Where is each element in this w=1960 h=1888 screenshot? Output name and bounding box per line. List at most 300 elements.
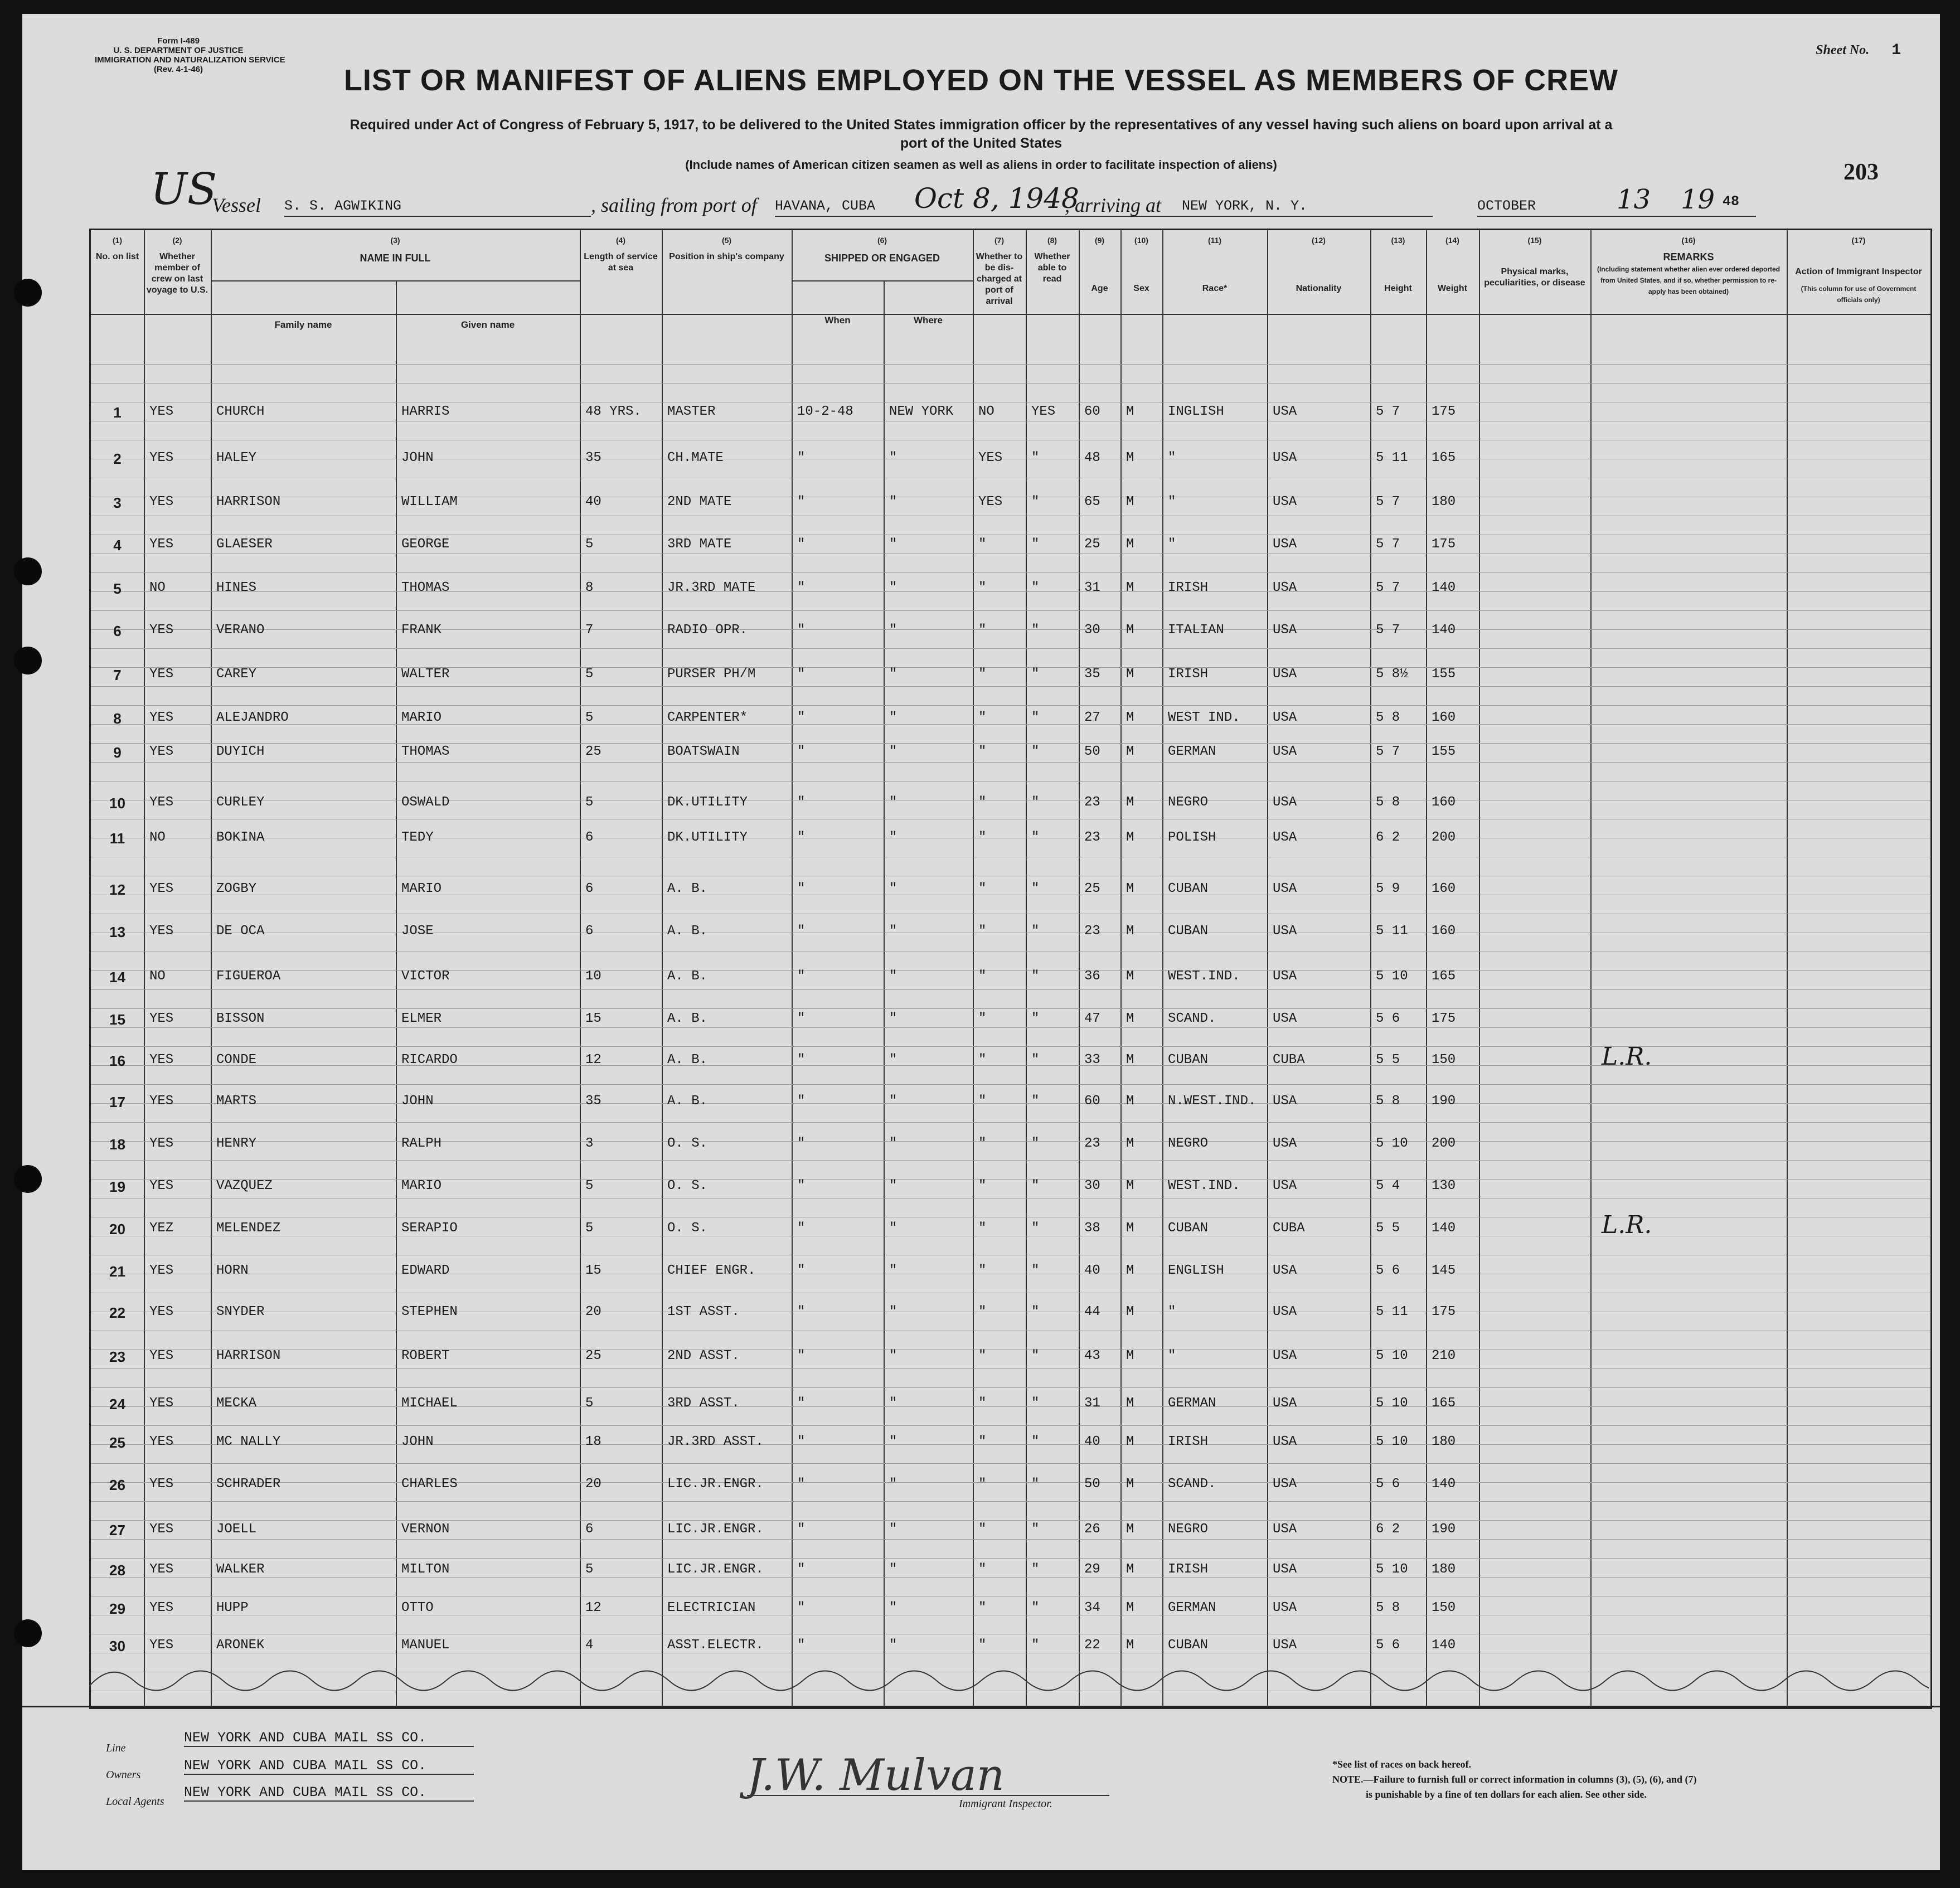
column-header-c12: Nationality: [1296, 284, 1342, 293]
cell-age: 40: [1084, 1434, 1100, 1450]
cell-discharged: ": [978, 1348, 987, 1363]
cell-nat: USA: [1273, 1477, 1297, 1492]
cell-when: ": [797, 1522, 806, 1537]
cell-where: ": [889, 744, 897, 759]
cell-given: MARIO: [401, 881, 442, 896]
cell-when: ": [797, 1477, 806, 1492]
column-number-c9: (9): [1094, 236, 1105, 245]
cell-position: A. B.: [667, 881, 708, 896]
cell-where: ": [889, 1011, 897, 1026]
cell-height: 5 7: [1376, 623, 1400, 638]
cell-given: EDWARD: [401, 1263, 450, 1279]
cell-discharged: ": [978, 1395, 987, 1411]
ruled-line: [91, 1065, 1930, 1066]
cell-given: OSWALD: [401, 795, 450, 810]
cell-read: ": [1031, 1093, 1040, 1109]
cell-sex: M: [1126, 881, 1134, 896]
cell-when: ": [797, 1348, 806, 1363]
cell-given: OTTO: [401, 1600, 434, 1616]
cell-race: CUBAN: [1168, 1052, 1209, 1067]
cell-discharged: ": [978, 1093, 987, 1109]
cell-age: 30: [1084, 1178, 1100, 1194]
cell-family: BOKINA: [216, 830, 265, 846]
column-number-c16: (16): [1681, 236, 1696, 245]
cell-when: ": [797, 1052, 806, 1067]
cell-discharged: ": [978, 1638, 987, 1653]
cell-when: ": [797, 924, 806, 939]
cell-service: 20: [585, 1477, 601, 1492]
cell-no: 4: [113, 536, 122, 554]
column-number-c6: (6): [877, 236, 887, 245]
cell-given: STEPHEN: [401, 1304, 458, 1320]
column-header-c9: Age: [1091, 284, 1108, 293]
penalty-note-1: NOTE.—Failure to furnish full or correct information in columns (3), (5), (6), and (7): [1332, 1774, 1697, 1785]
ruled-line: [91, 1539, 1930, 1540]
cell-when: 10-2-48: [797, 404, 853, 420]
crew-table: [89, 229, 1932, 1709]
cell-sex: M: [1126, 536, 1134, 552]
cell-given: CHARLES: [401, 1477, 458, 1492]
cell-no: 12: [109, 881, 125, 898]
cell-position: CARPENTER*: [667, 710, 748, 726]
cell-nat: USA: [1273, 795, 1297, 810]
cell-service: 15: [585, 1263, 601, 1279]
column-divider: [662, 230, 663, 1707]
cell-no: 5: [113, 580, 122, 598]
sailing-label: , sailing from port of: [591, 194, 757, 216]
cell-height: 5 4: [1376, 1178, 1400, 1194]
owners-value: NEW YORK AND CUBA MAIL SS CO.: [184, 1758, 474, 1775]
cell-when: ": [797, 580, 806, 596]
arrival-day: 13: [1617, 184, 1651, 215]
cell-race: ITALIAN: [1168, 623, 1224, 638]
punch-hole: [14, 647, 42, 674]
cell-discharged: ": [978, 881, 987, 896]
cell-family: MELENDEZ: [216, 1221, 281, 1236]
cell-service: 6: [585, 881, 594, 896]
cell-last: YES: [149, 1135, 174, 1151]
punch-hole: [14, 1165, 42, 1193]
cell-where: ": [889, 830, 897, 846]
cell-service: 18: [585, 1434, 601, 1450]
cell-weight: 165: [1432, 1395, 1456, 1411]
remarks-instructions: (Including statement whether alien ever ordered deported from United States, and if so, whether permission to re-apply has been obtained): [1597, 265, 1781, 295]
cell-last: YES: [149, 1600, 174, 1616]
cell-nat: USA: [1273, 1093, 1297, 1109]
cell-where: ": [889, 1348, 897, 1363]
cell-service: 4: [585, 1638, 594, 1653]
cell-given: MANUEL: [401, 1638, 450, 1653]
cell-last: YES: [149, 1638, 174, 1653]
cell-race: IRISH: [1168, 666, 1209, 682]
cell-position: LIC.JR.ENGR.: [667, 1561, 764, 1577]
cell-when: ": [797, 536, 806, 552]
cell-race: ": [1168, 450, 1176, 466]
cell-race: CUBAN: [1168, 1221, 1209, 1236]
cell-sex: M: [1126, 744, 1134, 759]
manifest-sheet: [22, 14, 1940, 1870]
cell-given: THOMAS: [401, 580, 450, 596]
cell-given: MICHAEL: [401, 1395, 458, 1411]
column-divider: [973, 230, 974, 1707]
cell-race: N.WEST.IND.: [1168, 1093, 1256, 1109]
cell-age: 23: [1084, 795, 1100, 810]
cell-service: 10: [585, 968, 601, 984]
cell-family: CAREY: [216, 666, 257, 682]
sheet-number-label: Sheet No.: [1816, 43, 1870, 57]
cell-service: 20: [585, 1304, 601, 1320]
cell-race: GERMAN: [1168, 744, 1216, 759]
cell-where: ": [889, 450, 897, 466]
cell-service: 25: [585, 744, 601, 759]
cell-race: ": [1168, 1304, 1176, 1320]
cell-read: ": [1031, 1135, 1040, 1151]
cell-nat: USA: [1273, 924, 1297, 939]
cell-service: 7: [585, 623, 594, 638]
cell-where: ": [889, 1600, 897, 1616]
line-value: NEW YORK AND CUBA MAIL SS CO.: [184, 1730, 474, 1747]
cell-when: ": [797, 1093, 806, 1109]
ruled-line: [91, 686, 1930, 687]
cell-where: ": [889, 1561, 897, 1577]
cell-read: YES: [1031, 404, 1056, 420]
cell-where: ": [889, 881, 897, 896]
cell-given: SERAPIO: [401, 1221, 458, 1236]
cell-service: 40: [585, 494, 601, 509]
cell-where: ": [889, 1093, 897, 1109]
cell-sex: M: [1126, 1052, 1134, 1067]
cell-given: RICARDO: [401, 1052, 458, 1067]
arrival-month: OCTOBER: [1477, 198, 1756, 217]
cell-service: 35: [585, 1093, 601, 1109]
cell-nat: USA: [1273, 580, 1297, 596]
cell-height: 5 10: [1376, 1348, 1408, 1363]
ruled-line: [91, 1027, 1930, 1028]
cell-nat: CUBA: [1273, 1052, 1305, 1067]
cell-service: 5: [585, 1395, 594, 1411]
cell-height: 5 8½: [1376, 666, 1408, 682]
arrival-port: NEW YORK, N. Y.: [1182, 198, 1433, 217]
cell-age: 26: [1084, 1522, 1100, 1537]
cell-last: YES: [149, 494, 174, 509]
cell-given: ROBERT: [401, 1348, 450, 1363]
cell-weight: 200: [1432, 1135, 1456, 1151]
cell-no: 18: [109, 1135, 125, 1153]
cell-race: WEST.IND.: [1168, 1178, 1240, 1194]
cell-race: CUBAN: [1168, 1638, 1209, 1653]
cell-given: VERNON: [401, 1522, 450, 1537]
cell-no: 16: [109, 1052, 125, 1069]
cell-no: 17: [109, 1093, 125, 1110]
column-divider: [1162, 230, 1163, 1707]
cell-height: 5 6: [1376, 1477, 1400, 1492]
cell-race: ": [1168, 536, 1176, 552]
cell-discharged: ": [978, 830, 987, 846]
cell-discharged: ": [978, 1522, 987, 1537]
column-number-c12: (12): [1312, 236, 1326, 245]
cell-no: 15: [109, 1011, 125, 1028]
cell-where: ": [889, 1434, 897, 1450]
cell-sex: M: [1126, 1395, 1134, 1411]
cell-sex: M: [1126, 450, 1134, 466]
cell-position: JR.3RD ASST.: [667, 1434, 764, 1450]
cell-when: ": [797, 1178, 806, 1194]
column-divider: [1267, 230, 1268, 1707]
cell-read: ": [1031, 623, 1040, 638]
cell-where: ": [889, 1221, 897, 1236]
ruled-line: [91, 724, 1930, 725]
cell-position: A. B.: [667, 1011, 708, 1026]
cell-read: ": [1031, 666, 1040, 682]
cell-given: HARRIS: [401, 404, 450, 420]
cell-nat: USA: [1273, 1348, 1297, 1363]
cell-discharged: ": [978, 536, 987, 552]
cell-position: MASTER: [667, 404, 716, 420]
cell-when: ": [797, 1561, 806, 1577]
cell-no: 3: [113, 494, 122, 511]
cell-age: 35: [1084, 666, 1100, 682]
cell-position: 3RD ASST.: [667, 1395, 740, 1411]
cell-sex: M: [1126, 1522, 1134, 1537]
column-header-c7: Whether to be dis-charged at port of arrival: [976, 252, 1023, 306]
cell-race: IRISH: [1168, 580, 1209, 596]
cell-no: 2: [113, 450, 122, 468]
cell-age: 34: [1084, 1600, 1100, 1616]
cell-where: ": [889, 1477, 897, 1492]
cell-weight: 165: [1432, 450, 1456, 466]
column-divider: [884, 280, 885, 1707]
cell-sex: M: [1126, 1135, 1134, 1151]
cell-given: THOMAS: [401, 744, 450, 759]
cell-age: 29: [1084, 1561, 1100, 1577]
cell-position: 2ND ASST.: [667, 1348, 740, 1363]
form-revision: (Rev. 4-1-46): [153, 65, 203, 74]
cell-nat: USA: [1273, 881, 1297, 896]
cell-position: A. B.: [667, 924, 708, 939]
cell-age: 30: [1084, 623, 1100, 638]
agents-label: Local Agents: [106, 1795, 164, 1808]
cell-service: 6: [585, 1522, 594, 1537]
cell-given: JOSE: [401, 924, 434, 939]
cell-where: ": [889, 666, 897, 682]
cell-given: ELMER: [401, 1011, 442, 1026]
column-divider: [1426, 230, 1427, 1707]
cell-when: ": [797, 1600, 806, 1616]
ruled-line: [91, 383, 1930, 384]
column-number-c15: (15): [1527, 236, 1542, 245]
cell-last: YES: [149, 623, 174, 638]
cell-race: CUBAN: [1168, 924, 1209, 939]
cell-age: 25: [1084, 536, 1100, 552]
column-header-c8: Whether able to read: [1034, 252, 1070, 284]
cell-no: 29: [109, 1600, 125, 1618]
ruled-line: [91, 970, 1930, 971]
column-number-c7: (7): [994, 236, 1005, 245]
cell-weight: 175: [1432, 404, 1456, 420]
cell-family: SCHRADER: [216, 1477, 281, 1492]
cell-nat: USA: [1273, 450, 1297, 466]
cell-when: ": [797, 1011, 806, 1026]
cell-sex: M: [1126, 1178, 1134, 1194]
cell-discharged: ": [978, 1600, 987, 1616]
cell-sex: M: [1126, 1477, 1134, 1492]
subtitle-include: (Include names of American citizen seamen as well as aliens in order to facilitate inspection of aliens): [685, 158, 1277, 172]
cell-family: FIGUEROA: [216, 968, 281, 984]
cell-last: YES: [149, 881, 174, 896]
cell-where: ": [889, 710, 897, 726]
cell-sex: M: [1126, 968, 1134, 984]
cell-discharged: ": [978, 1135, 987, 1151]
column-number-c4: (4): [615, 236, 626, 245]
cell-where: ": [889, 580, 897, 596]
column-header-c17: Action of Immigrant Inspector: [1795, 267, 1922, 276]
page-title: LIST OR MANIFEST OF ALIENS EMPLOYED ON THE VESSEL AS MEMBERS OF CREW: [343, 64, 1619, 97]
cell-last: YES: [149, 924, 174, 939]
cell-age: 33: [1084, 1052, 1100, 1067]
cell-age: 31: [1084, 1395, 1100, 1411]
ruled-line: [91, 1122, 1930, 1123]
cell-read: ": [1031, 710, 1040, 726]
ruled-line: [91, 1482, 1930, 1483]
cell-read: ": [1031, 1178, 1040, 1194]
cell-sex: M: [1126, 1263, 1134, 1279]
cell-given: JOHN: [401, 450, 434, 466]
cell-when: ": [797, 795, 806, 810]
cell-weight: 145: [1432, 1263, 1456, 1279]
cell-remark: L.R.: [1602, 1211, 1652, 1240]
cell-read: ": [1031, 1011, 1040, 1026]
cell-service: 48 YRS.: [585, 404, 642, 420]
ruled-line: [91, 1463, 1930, 1464]
cell-weight: 160: [1432, 795, 1456, 810]
cell-discharged: ": [978, 1477, 987, 1492]
cell-service: 15: [585, 1011, 601, 1026]
cell-last: YES: [149, 404, 174, 420]
cell-given: RALPH: [401, 1135, 442, 1151]
cell-nat: USA: [1273, 710, 1297, 726]
cell-where: ": [889, 1178, 897, 1194]
cell-height: 5 8: [1376, 795, 1400, 810]
cell-family: HALEY: [216, 450, 257, 466]
ruled-line: [91, 1368, 1930, 1369]
cell-sex: M: [1126, 404, 1134, 420]
column-number-c3: (3): [390, 236, 400, 245]
cell-nat: USA: [1273, 1135, 1297, 1151]
cell-no: 26: [109, 1477, 125, 1494]
cell-height: 6 2: [1376, 830, 1400, 846]
column-number-c5: (5): [721, 236, 732, 245]
cell-last: NO: [149, 830, 166, 846]
cell-weight: 210: [1432, 1348, 1456, 1363]
cell-family: MC NALLY: [216, 1434, 281, 1450]
ruled-line: [91, 364, 1930, 365]
cell-position: DK.UTILITY: [667, 830, 748, 846]
vessel-name: S. S. AGWIKING: [284, 198, 591, 217]
cell-age: 44: [1084, 1304, 1100, 1320]
cell-last: YES: [149, 1395, 174, 1411]
cell-service: 5: [585, 795, 594, 810]
cell-where: ": [889, 924, 897, 939]
cell-nat: USA: [1273, 404, 1297, 420]
cell-no: 27: [109, 1522, 125, 1539]
cell-discharged: YES: [978, 494, 1003, 509]
column-header-c5: Position in ship's company: [669, 252, 784, 261]
cell-read: ": [1031, 1522, 1040, 1537]
cell-given: GEORGE: [401, 536, 450, 552]
cell-nat: USA: [1273, 1600, 1297, 1616]
cell-discharged: ": [978, 1011, 987, 1026]
cell-age: 40: [1084, 1263, 1100, 1279]
form-number: Form I-489: [157, 36, 200, 46]
cell-no: 28: [109, 1561, 125, 1579]
cell-weight: 175: [1432, 1011, 1456, 1026]
cell-weight: 150: [1432, 1052, 1456, 1067]
cell-given: VICTOR: [401, 968, 450, 984]
sheet-number-value: 1: [1891, 42, 1901, 59]
cell-where: ": [889, 494, 897, 509]
cell-age: 60: [1084, 1093, 1100, 1109]
cell-nat: USA: [1273, 536, 1297, 552]
cell-sex: M: [1126, 710, 1134, 726]
line-label: Line: [106, 1742, 126, 1754]
cell-when: ": [797, 1221, 806, 1236]
ruled-line: [91, 1520, 1930, 1521]
cell-when: ": [797, 881, 806, 896]
cell-race: ": [1168, 1348, 1176, 1363]
cell-height: 5 11: [1376, 1304, 1408, 1320]
cell-given: JOHN: [401, 1093, 434, 1109]
cell-no: 7: [113, 666, 122, 683]
cell-position: CH.MATE: [667, 450, 724, 466]
cell-read: ": [1031, 1561, 1040, 1577]
cell-discharged: ": [978, 1052, 987, 1067]
cell-service: 12: [585, 1600, 601, 1616]
cell-read: ": [1031, 450, 1040, 466]
header-divider: [91, 314, 1930, 315]
cell-sex: M: [1126, 1561, 1134, 1577]
cell-age: 50: [1084, 744, 1100, 759]
cell-nat: CUBA: [1273, 1221, 1305, 1236]
cell-read: ": [1031, 1304, 1040, 1320]
ruled-line: [91, 1103, 1930, 1104]
ruled-line: [91, 743, 1930, 744]
cell-discharged: ": [978, 1561, 987, 1577]
cell-position: A. B.: [667, 1093, 708, 1109]
cell-when: ": [797, 1638, 806, 1653]
cell-nat: USA: [1273, 494, 1297, 509]
cell-height: 5 6: [1376, 1263, 1400, 1279]
cell-no: 11: [109, 830, 125, 847]
cell-family: HUPP: [216, 1600, 249, 1616]
cell-where: ": [889, 1395, 897, 1411]
action-instructions: (This column for use of Government officials only): [1801, 285, 1917, 304]
cell-when: ": [797, 666, 806, 682]
cell-weight: 175: [1432, 536, 1456, 552]
cell-position: LIC.JR.ENGR.: [667, 1522, 764, 1537]
cell-read: ": [1031, 830, 1040, 846]
cell-last: YES: [149, 1522, 174, 1537]
cell-no: 1: [113, 404, 122, 421]
ruled-line: [91, 610, 1930, 611]
column-number-c17: (17): [1851, 236, 1866, 245]
cell-weight: 180: [1432, 1561, 1456, 1577]
cell-sex: M: [1126, 1304, 1134, 1320]
group-header-divider: [211, 280, 580, 281]
cell-position: RADIO OPR.: [667, 623, 748, 638]
column-header-c15: Physical marks, peculiarities, or disease: [1484, 267, 1585, 288]
cell-where: ": [889, 1638, 897, 1653]
cell-where: NEW YORK: [889, 404, 954, 420]
